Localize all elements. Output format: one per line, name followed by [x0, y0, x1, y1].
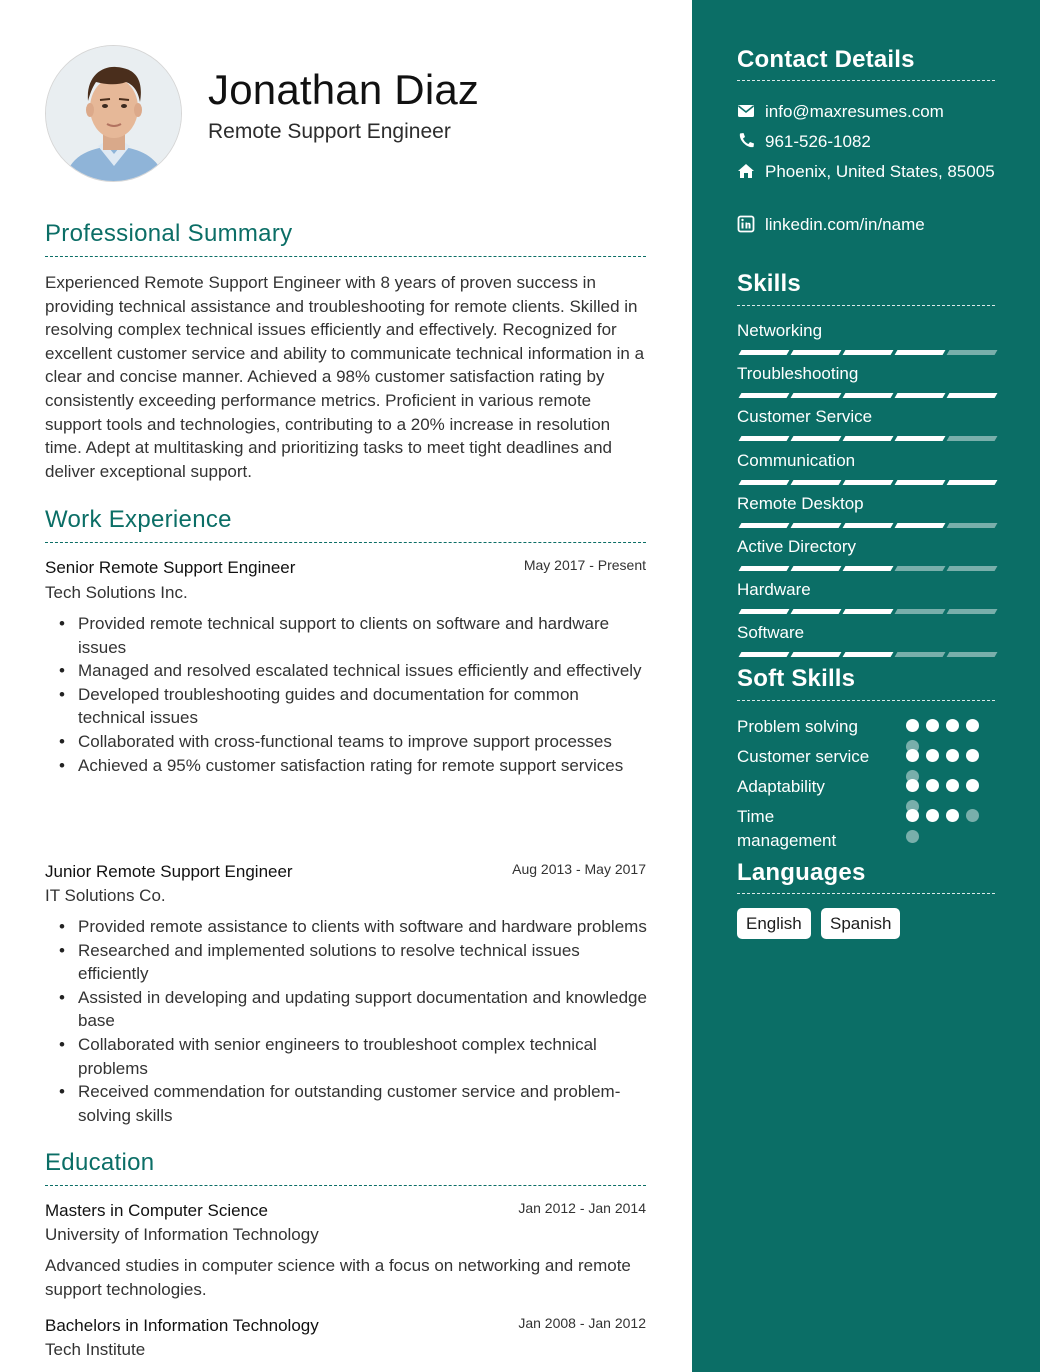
- soft-skill-rating: [906, 809, 996, 849]
- rating-dot-filled: [966, 749, 979, 762]
- skill-label: Hardware: [737, 580, 811, 600]
- list-item: • Received commendation for outstanding customer service and problem-solving skills: [78, 1080, 648, 1127]
- list-item: • Developed troubleshooting guides and documentation for common technical issues: [78, 683, 648, 730]
- list-item: • Collaborated with senior engineers to troubleshoot complex technical problems: [78, 1033, 648, 1080]
- list-item: • Provided remote assistance to clients with software and hardware problems: [78, 915, 648, 939]
- linkedin-text: linkedin.com/in/name: [765, 215, 925, 234]
- language-chip: Spanish: [821, 908, 900, 939]
- job-bullets: [78, 612, 648, 777]
- skill-segment-filled: [739, 350, 790, 355]
- rating-dot-filled: [906, 749, 919, 762]
- skill-segment-filled: [791, 436, 842, 441]
- rating-dot-filled: [906, 719, 919, 732]
- education-date: Jan 2012 - Jan 2014: [518, 1200, 646, 1216]
- skill-segment-filled: [739, 480, 790, 485]
- divider: [737, 893, 995, 894]
- list-item: • Achieved a 95% customer satisfaction rating for remote support services: [78, 754, 648, 778]
- divider: [737, 305, 995, 306]
- soft-skill-label: Time management: [737, 807, 837, 850]
- skill-segment-filled: [791, 523, 842, 528]
- skill-segment-filled: [791, 566, 842, 571]
- skill-segment-empty: [947, 609, 998, 614]
- divider: [45, 1185, 646, 1186]
- skill-segment-filled: [895, 523, 946, 528]
- skill-segment-filled: [739, 523, 790, 528]
- skills-heading: Skills: [737, 270, 801, 297]
- candidate-title: Remote Support Engineer: [208, 120, 451, 143]
- experience-heading: Work Experience: [45, 506, 232, 533]
- skill-segment-empty: [947, 566, 998, 571]
- skill-label: Communication: [737, 450, 856, 470]
- rating-dot-filled: [966, 719, 979, 732]
- contact-heading: Contact Details: [737, 46, 915, 73]
- company-name: IT Solutions Co.: [45, 886, 166, 905]
- skill-level-bar: [737, 566, 995, 572]
- degree-title: Bachelors in Information Technology: [45, 1316, 319, 1335]
- school-name: Tech Institute: [45, 1340, 146, 1359]
- rating-dot-empty: [966, 809, 979, 822]
- skill-segment-filled: [895, 393, 946, 398]
- skill-label: Networking: [737, 321, 823, 340]
- degree-title: Masters in Computer Science: [45, 1201, 268, 1220]
- job-title: Senior Remote Support Engineer: [45, 558, 296, 577]
- divider: [737, 700, 995, 701]
- phone-text: 961-526-1082: [765, 132, 871, 151]
- skill-level-bar: [737, 523, 995, 529]
- skill-segment-filled: [895, 480, 946, 485]
- phone-icon: [737, 132, 755, 150]
- skill-segment-filled: [739, 652, 790, 657]
- skill-label: Troubleshooting: [737, 364, 859, 384]
- rating-dot-filled: [906, 809, 919, 822]
- skill-label: Active Directory: [737, 537, 857, 556]
- skill-label: Software: [737, 623, 805, 643]
- address-text: Phoenix, United States, 85005: [765, 162, 995, 181]
- company-name: Tech Solutions Inc.: [45, 583, 188, 602]
- skill-segment-empty: [947, 523, 998, 528]
- skill-segment-filled: [843, 350, 894, 355]
- skill-segment-filled: [843, 652, 894, 657]
- divider: [45, 542, 646, 543]
- skill-segment-empty: [947, 436, 998, 441]
- rating-dot-filled: [926, 779, 939, 792]
- rating-dot-filled: [926, 809, 939, 822]
- list-item: • Assisted in developing and updating support documentation and knowledge base: [78, 986, 648, 1033]
- rating-dot-filled: [926, 719, 939, 732]
- summary-text: Experienced Remote Support Engineer with 8 years of proven success in providing technical assistance and troubleshooting for remote clients. Skilled in resolving complex technical issues efficiently and effectively. Recognized for excellent customer service and ability to communicate technical information in a clear and concise manner. Achieved a 98% customer satisfaction rating by consistently exceeding performance metrics. Proficient in various remote support tools and technologies, contributing to a 20% increase in resolution time. Adept at multitasking and prioritizing tasks to meet tight deadlines and deliver exceptional support.: [45, 273, 645, 481]
- skill-segment-filled: [791, 393, 842, 398]
- soft-skill-label: Problem solving: [737, 717, 858, 736]
- skill-level-bar: [737, 393, 995, 399]
- languages-heading: Languages: [737, 859, 866, 886]
- skill-segment-filled: [947, 393, 998, 398]
- rating-dot-filled: [926, 749, 939, 762]
- school-name: University of Information Technology: [45, 1225, 319, 1244]
- rating-dot-filled: [946, 809, 959, 822]
- divider: [737, 80, 995, 81]
- education-heading: Education: [45, 1149, 155, 1176]
- skill-segment-filled: [843, 436, 894, 441]
- avatar: [45, 45, 182, 182]
- skill-segment-empty: [947, 350, 998, 355]
- skill-label: Remote Desktop: [737, 493, 864, 513]
- list-item: • Provided remote technical support to clients on software and hardware issues: [78, 612, 648, 659]
- skill-level-bar: [737, 350, 995, 356]
- skill-segment-filled: [843, 393, 894, 398]
- skill-label: Customer Service: [737, 407, 873, 427]
- language-chip: English: [737, 908, 811, 939]
- candidate-name: Jonathan Diaz: [208, 66, 480, 113]
- rating-dot-filled: [946, 719, 959, 732]
- skill-segment-filled: [739, 566, 790, 571]
- skill-level-bar: [737, 480, 995, 486]
- skill-level-bar: [737, 652, 995, 658]
- rating-dot-filled: [946, 779, 959, 792]
- rating-dot-filled: [906, 779, 919, 792]
- skill-level-bar: [737, 436, 995, 442]
- skill-segment-empty: [895, 652, 946, 657]
- linkedin-icon: [737, 215, 755, 233]
- profile-photo: [46, 46, 182, 182]
- skill-segment-filled: [947, 480, 998, 485]
- list-item: • Managed and resolved escalated technical issues efficiently and effectively: [78, 659, 648, 683]
- skill-segment-filled: [843, 566, 894, 571]
- skill-segment-filled: [895, 436, 946, 441]
- skill-segment-filled: [739, 393, 790, 398]
- skill-segment-filled: [791, 609, 842, 614]
- rating-dot-empty: [906, 830, 919, 843]
- job-title: Junior Remote Support Engineer: [45, 862, 293, 881]
- education-date: Jan 2008 - Jan 2012: [518, 1315, 646, 1331]
- skill-segment-filled: [739, 609, 790, 614]
- job-date: Aug 2013 - May 2017: [512, 861, 646, 877]
- soft-skills-heading: Soft Skills: [737, 665, 856, 692]
- list-item: • Researched and implemented solutions to resolve technical issues efficiently: [78, 939, 648, 986]
- skill-segment-filled: [791, 350, 842, 355]
- home-icon: [737, 162, 755, 180]
- skill-segment-empty: [895, 609, 946, 614]
- skill-segment-empty: [947, 652, 998, 657]
- skill-segment-empty: [895, 566, 946, 571]
- soft-skill-label: Adaptability: [737, 777, 825, 796]
- envelope-icon: [737, 102, 755, 120]
- divider: [45, 256, 646, 257]
- skill-segment-filled: [739, 436, 790, 441]
- soft-skill-label: Customer service: [737, 747, 870, 766]
- skill-segment-filled: [791, 652, 842, 657]
- job-date: May 2017 - Present: [523, 557, 646, 573]
- rating-dot-filled: [946, 749, 959, 762]
- skill-segment-filled: [843, 480, 894, 485]
- sidebar: [692, 0, 1040, 1372]
- job-bullets: [78, 915, 648, 1127]
- list-item: • Collaborated with cross-functional teams to improve support processes: [78, 730, 648, 754]
- rating-dot-filled: [966, 779, 979, 792]
- skill-level-bar: [737, 609, 995, 615]
- skill-segment-filled: [791, 480, 842, 485]
- summary-heading: Professional Summary: [45, 220, 293, 247]
- education-description: Advanced studies in computer science with a focus on networking and remote support technologies.: [45, 1256, 631, 1299]
- skill-segment-filled: [843, 609, 894, 614]
- skill-segment-filled: [843, 523, 894, 528]
- skill-segment-filled: [895, 350, 946, 355]
- email-text: info@maxresumes.com: [765, 102, 944, 121]
